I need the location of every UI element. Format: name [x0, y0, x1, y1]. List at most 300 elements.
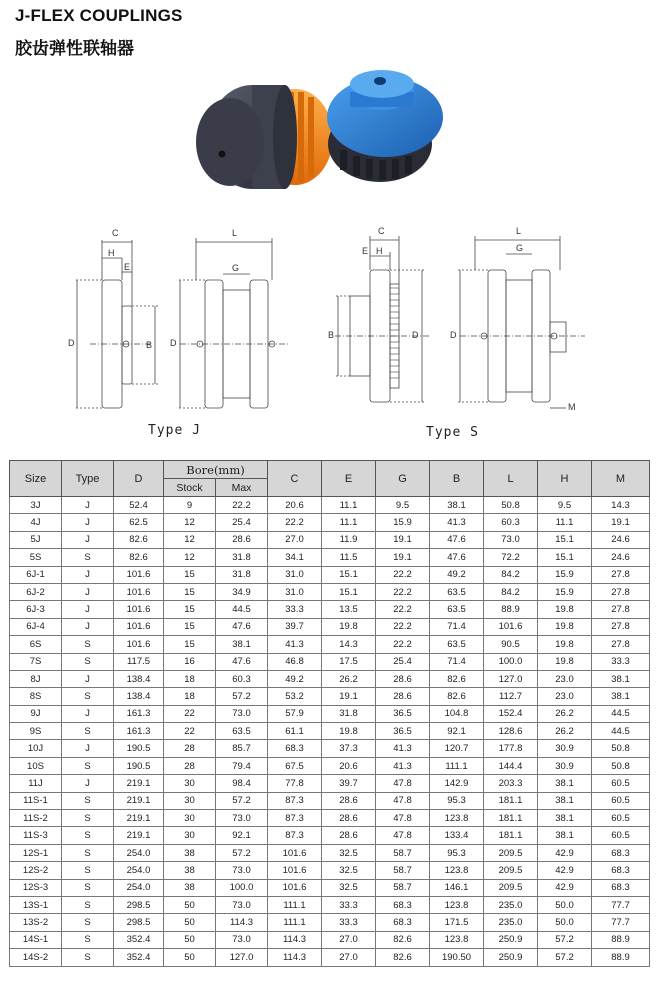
- table-cell: S: [62, 896, 114, 913]
- table-cell: 34.1: [268, 549, 322, 566]
- table-cell: 117.5: [114, 653, 164, 670]
- table-row: [10, 549, 650, 566]
- table-cell: 101.6: [268, 862, 322, 879]
- table-cell: 38.1: [592, 688, 650, 705]
- table-row: [10, 653, 650, 670]
- table-cell: S: [62, 653, 114, 670]
- table-cell: 53.2: [268, 688, 322, 705]
- table-row: [10, 566, 650, 583]
- table-cell: 22.2: [376, 601, 430, 618]
- table-cell: 19.8: [538, 636, 592, 653]
- table-row: [10, 757, 650, 774]
- table-cell: 33.3: [322, 914, 376, 931]
- type-s-side-view: [335, 236, 430, 402]
- table-cell: 352.4: [114, 931, 164, 948]
- table-cell: 50: [164, 931, 216, 948]
- dim-label-e: E: [124, 262, 131, 272]
- table-cell: 52.4: [114, 497, 164, 514]
- table-cell: 60.5: [592, 810, 650, 827]
- table-cell: 95.3: [430, 792, 484, 809]
- table-row: [10, 618, 650, 635]
- table-cell: 47.6: [216, 618, 268, 635]
- table-cell: 82.6: [430, 688, 484, 705]
- table-cell: 209.5: [484, 862, 538, 879]
- table-cell: 11.1: [322, 497, 376, 514]
- table-cell: 58.7: [376, 862, 430, 879]
- table-cell: 33.3: [322, 896, 376, 913]
- table-cell: 28: [164, 740, 216, 757]
- table-cell: 12: [164, 514, 216, 531]
- table-cell: 71.4: [430, 618, 484, 635]
- header-type: Type: [62, 461, 114, 497]
- table-cell: 50.8: [484, 497, 538, 514]
- table-cell: 26.2: [322, 670, 376, 687]
- table-cell: 42.9: [538, 862, 592, 879]
- table-cell: J: [62, 601, 114, 618]
- table-cell: 31.8: [216, 549, 268, 566]
- table-cell: 5S: [10, 549, 62, 566]
- table-cell: S: [62, 810, 114, 827]
- header-e: E: [322, 461, 376, 497]
- table-cell: 15: [164, 618, 216, 635]
- table-cell: J: [62, 705, 114, 722]
- table-cell: 138.4: [114, 670, 164, 687]
- table-cell: 14.3: [592, 497, 650, 514]
- dim-label-m: M: [568, 402, 576, 412]
- table-row: [10, 844, 650, 861]
- table-cell: J: [62, 775, 114, 792]
- table-cell: 11J: [10, 775, 62, 792]
- table-cell: 50.8: [592, 757, 650, 774]
- table-cell: 30: [164, 827, 216, 844]
- table-cell: 85.7: [216, 740, 268, 757]
- table-cell: 50: [164, 914, 216, 931]
- table-cell: 27.8: [592, 636, 650, 653]
- table-row: [10, 949, 650, 966]
- table-cell: 77.8: [268, 775, 322, 792]
- table-cell: 128.6: [484, 723, 538, 740]
- table-cell: 250.9: [484, 949, 538, 966]
- table-cell: 254.0: [114, 879, 164, 896]
- table-cell: 92.1: [430, 723, 484, 740]
- table-cell: 73.0: [216, 931, 268, 948]
- table-cell: 23.0: [538, 688, 592, 705]
- table-cell: 47.8: [376, 775, 430, 792]
- table-cell: 44.5: [592, 705, 650, 722]
- table-cell: 6J-2: [10, 583, 62, 600]
- table-cell: 57.2: [216, 688, 268, 705]
- table-cell: S: [62, 723, 114, 740]
- table-cell: 88.9: [592, 949, 650, 966]
- table-cell: 27.0: [322, 931, 376, 948]
- table-cell: 46.8: [268, 653, 322, 670]
- table-cell: 5J: [10, 531, 62, 548]
- table-row: [10, 531, 650, 548]
- table-cell: 114.3: [216, 914, 268, 931]
- table-cell: 37.3: [322, 740, 376, 757]
- table-cell: 47.8: [376, 827, 430, 844]
- table-cell: 57.2: [216, 844, 268, 861]
- table-cell: J: [62, 618, 114, 635]
- table-cell: 50.8: [592, 740, 650, 757]
- table-cell: 104.8: [430, 705, 484, 722]
- table-cell: 38.1: [538, 810, 592, 827]
- table-cell: 12S-2: [10, 862, 62, 879]
- dim-label-d4: D: [450, 330, 457, 340]
- table-cell: 101.6: [114, 636, 164, 653]
- table-cell: 127.0: [216, 949, 268, 966]
- table-cell: 144.4: [484, 757, 538, 774]
- table-cell: 11.1: [322, 514, 376, 531]
- table-cell: 6J-1: [10, 566, 62, 583]
- table-row: [10, 583, 650, 600]
- table-cell: 27.0: [268, 531, 322, 548]
- table-cell: 22: [164, 705, 216, 722]
- dim-label-g2: G: [516, 243, 524, 253]
- table-cell: 41.3: [268, 636, 322, 653]
- table-cell: 9: [164, 497, 216, 514]
- table-cell: 26.2: [538, 723, 592, 740]
- header-l: L: [484, 461, 538, 497]
- table-cell: 9.5: [538, 497, 592, 514]
- table-cell: 8S: [10, 688, 62, 705]
- table-cell: 47.8: [376, 792, 430, 809]
- table-cell: 19.8: [322, 618, 376, 635]
- table-cell: 32.5: [322, 879, 376, 896]
- table-cell: 133.4: [430, 827, 484, 844]
- table-cell: S: [62, 949, 114, 966]
- table-cell: 138.4: [114, 688, 164, 705]
- table-cell: 190.5: [114, 740, 164, 757]
- table-cell: 190.50: [430, 949, 484, 966]
- table-cell: 15.9: [538, 566, 592, 583]
- dark-hub: [196, 85, 333, 189]
- dim-label-h: H: [108, 248, 115, 258]
- table-cell: 20.6: [268, 497, 322, 514]
- table-cell: 17.5: [322, 653, 376, 670]
- table-cell: 13.5: [322, 601, 376, 618]
- table-row: [10, 636, 650, 653]
- table-cell: 177.8: [484, 740, 538, 757]
- type-j-side-view: [75, 240, 158, 408]
- table-cell: 82.6: [376, 931, 430, 948]
- table-cell: 57.2: [216, 792, 268, 809]
- table-cell: 18: [164, 670, 216, 687]
- table-row: [10, 601, 650, 618]
- table-row: [10, 914, 650, 931]
- dim-label-d3: D: [412, 330, 419, 340]
- header-d: D: [114, 461, 164, 497]
- table-cell: 63.5: [430, 601, 484, 618]
- table-cell: 181.1: [484, 827, 538, 844]
- table-cell: 22.2: [216, 497, 268, 514]
- table-cell: 68.3: [376, 896, 430, 913]
- table-cell: S: [62, 931, 114, 948]
- table-cell: 209.5: [484, 879, 538, 896]
- table-cell: 41.3: [376, 757, 430, 774]
- table-cell: 181.1: [484, 810, 538, 827]
- header-stock: Stock: [164, 479, 216, 497]
- table-cell: 38.1: [216, 636, 268, 653]
- table-cell: 114.3: [268, 931, 322, 948]
- table-cell: 28.6: [322, 827, 376, 844]
- table-cell: 161.3: [114, 723, 164, 740]
- table-cell: 171.5: [430, 914, 484, 931]
- table-cell: 25.4: [376, 653, 430, 670]
- table-cell: J: [62, 497, 114, 514]
- table-cell: 22.2: [376, 636, 430, 653]
- table-cell: 77.7: [592, 896, 650, 913]
- table-cell: 190.5: [114, 757, 164, 774]
- table-cell: 12S-3: [10, 879, 62, 896]
- table-cell: 13S-2: [10, 914, 62, 931]
- table-cell: 50: [164, 949, 216, 966]
- header-size: Size: [10, 461, 62, 497]
- table-cell: 60.3: [484, 514, 538, 531]
- table-cell: 19.8: [538, 653, 592, 670]
- table-cell: 14.3: [322, 636, 376, 653]
- table-cell: 219.1: [114, 775, 164, 792]
- table-cell: 15: [164, 566, 216, 583]
- table-cell: J: [62, 740, 114, 757]
- dimension-drawings: [60, 218, 620, 448]
- table-cell: 14S-1: [10, 931, 62, 948]
- table-cell: 6J-3: [10, 601, 62, 618]
- table-cell: 13S-1: [10, 896, 62, 913]
- table-cell: 73.0: [216, 810, 268, 827]
- table-cell: 79.4: [216, 757, 268, 774]
- table-row: [10, 879, 650, 896]
- table-cell: 71.4: [430, 653, 484, 670]
- table-cell: 68.3: [268, 740, 322, 757]
- table-cell: 41.3: [376, 740, 430, 757]
- table-cell: 6J-4: [10, 618, 62, 635]
- table-cell: 62.5: [114, 514, 164, 531]
- table-cell: 38: [164, 862, 216, 879]
- table-cell: 72.2: [484, 549, 538, 566]
- table-cell: 18: [164, 688, 216, 705]
- table-cell: 19.1: [592, 514, 650, 531]
- table-cell: 31.8: [322, 705, 376, 722]
- header-m: M: [592, 461, 650, 497]
- table-cell: 84.2: [484, 566, 538, 583]
- table-cell: 123.8: [430, 862, 484, 879]
- table-cell: 22: [164, 723, 216, 740]
- table-cell: 250.9: [484, 931, 538, 948]
- table-cell: 22.2: [376, 566, 430, 583]
- table-cell: 50.0: [538, 896, 592, 913]
- table-cell: 28: [164, 757, 216, 774]
- table-cell: S: [62, 549, 114, 566]
- table-cell: S: [62, 757, 114, 774]
- table-cell: 32.5: [322, 862, 376, 879]
- table-cell: 123.8: [430, 931, 484, 948]
- header-h: H: [538, 461, 592, 497]
- table-cell: 73.0: [216, 705, 268, 722]
- table-cell: 161.3: [114, 705, 164, 722]
- table-cell: 19.8: [538, 601, 592, 618]
- table-cell: 3J: [10, 497, 62, 514]
- table-cell: 31.0: [268, 583, 322, 600]
- dim-label-h2: H: [376, 246, 383, 256]
- table-cell: 57.2: [538, 949, 592, 966]
- table-row: [10, 827, 650, 844]
- table-cell: 28.6: [322, 792, 376, 809]
- table-cell: 111.1: [268, 914, 322, 931]
- table-cell: S: [62, 636, 114, 653]
- dim-label-b2: B: [328, 330, 335, 340]
- table-row: [10, 723, 650, 740]
- table-cell: S: [62, 844, 114, 861]
- table-cell: 12: [164, 549, 216, 566]
- table-cell: 101.6: [268, 844, 322, 861]
- table-cell: 98.4: [216, 775, 268, 792]
- table-cell: J: [62, 531, 114, 548]
- table-cell: 47.6: [216, 653, 268, 670]
- table-cell: 44.5: [216, 601, 268, 618]
- table-cell: 22.2: [376, 618, 430, 635]
- table-cell: 68.3: [592, 879, 650, 896]
- table-cell: 49.2: [268, 670, 322, 687]
- table-cell: 15.1: [538, 531, 592, 548]
- table-cell: 87.3: [268, 792, 322, 809]
- type-s-label: Type S: [426, 425, 479, 440]
- table-cell: 50: [164, 896, 216, 913]
- table-cell: J: [62, 566, 114, 583]
- table-cell: 123.8: [430, 810, 484, 827]
- table-cell: 15: [164, 583, 216, 600]
- header-bore: Bore(mm): [164, 461, 268, 479]
- table-cell: 38.1: [430, 497, 484, 514]
- type-j-label: Type J: [148, 423, 201, 438]
- header-c: C: [268, 461, 322, 497]
- table-cell: 30.9: [538, 757, 592, 774]
- table-cell: S: [62, 879, 114, 896]
- table-cell: 111.1: [268, 896, 322, 913]
- table-cell: 30: [164, 775, 216, 792]
- table-cell: 352.4: [114, 949, 164, 966]
- table-cell: 100.0: [216, 879, 268, 896]
- table-cell: 101.6: [114, 601, 164, 618]
- table-cell: 82.6: [114, 531, 164, 548]
- table-cell: 152.4: [484, 705, 538, 722]
- table-cell: 100.0: [484, 653, 538, 670]
- table-cell: 142.9: [430, 775, 484, 792]
- dim-label-d2: D: [170, 338, 177, 348]
- table-cell: 6S: [10, 636, 62, 653]
- table-cell: 27.8: [592, 618, 650, 635]
- table-cell: 27.8: [592, 601, 650, 618]
- header-b: B: [430, 461, 484, 497]
- table-cell: 38: [164, 844, 216, 861]
- table-cell: 44.5: [592, 723, 650, 740]
- table-cell: 23.0: [538, 670, 592, 687]
- table-row: [10, 775, 650, 792]
- table-cell: 82.6: [376, 949, 430, 966]
- table-cell: 42.9: [538, 844, 592, 861]
- table-cell: 38.1: [538, 775, 592, 792]
- table-cell: 42.9: [538, 879, 592, 896]
- table-cell: 146.1: [430, 879, 484, 896]
- type-s-front-view: [458, 236, 585, 408]
- table-cell: 33.3: [592, 653, 650, 670]
- table-cell: 38.1: [592, 670, 650, 687]
- table-cell: 34.9: [216, 583, 268, 600]
- table-cell: 123.8: [430, 896, 484, 913]
- table-cell: 181.1: [484, 792, 538, 809]
- table-cell: 22.2: [268, 514, 322, 531]
- table-cell: 60.5: [592, 792, 650, 809]
- table-cell: 90.5: [484, 636, 538, 653]
- table-cell: 9J: [10, 705, 62, 722]
- table-row: [10, 810, 650, 827]
- table-row: [10, 740, 650, 757]
- table-cell: 101.6: [114, 618, 164, 635]
- table-cell: 27.8: [592, 583, 650, 600]
- table-cell: 10S: [10, 757, 62, 774]
- dim-label-b: B: [146, 340, 153, 350]
- dim-label-e2: E: [362, 246, 369, 256]
- table-cell: 30: [164, 792, 216, 809]
- table-cell: 235.0: [484, 896, 538, 913]
- table-cell: 60.5: [592, 827, 650, 844]
- table-cell: 19.1: [376, 531, 430, 548]
- table-cell: 11.1: [538, 514, 592, 531]
- table-row: [10, 514, 650, 531]
- table-cell: S: [62, 914, 114, 931]
- table-cell: 68.3: [376, 914, 430, 931]
- dim-label-l: L: [232, 228, 238, 238]
- table-cell: 15.1: [322, 566, 376, 583]
- table-cell: 11S-3: [10, 827, 62, 844]
- table-cell: 101.6: [484, 618, 538, 635]
- table-cell: 36.5: [376, 705, 430, 722]
- table-cell: J: [62, 583, 114, 600]
- table-cell: 88.9: [592, 931, 650, 948]
- table-cell: 63.5: [430, 636, 484, 653]
- table-row: [10, 497, 650, 514]
- table-cell: 298.5: [114, 914, 164, 931]
- table-cell: 114.3: [268, 949, 322, 966]
- table-cell: 101.6: [114, 566, 164, 583]
- table-cell: 73.0: [216, 896, 268, 913]
- table-cell: 60.3: [216, 670, 268, 687]
- table-row: [10, 862, 650, 879]
- dim-label-g: G: [232, 263, 240, 273]
- table-cell: 15.1: [538, 549, 592, 566]
- table-cell: 26.2: [538, 705, 592, 722]
- table-cell: 127.0: [484, 670, 538, 687]
- table-cell: 14S-2: [10, 949, 62, 966]
- table-cell: 39.7: [268, 618, 322, 635]
- table-cell: 4J: [10, 514, 62, 531]
- table-cell: 63.5: [216, 723, 268, 740]
- table-cell: 67.5: [268, 757, 322, 774]
- table-cell: 9S: [10, 723, 62, 740]
- table-row: [10, 670, 650, 687]
- table-cell: 28.6: [376, 688, 430, 705]
- table-cell: 47.8: [376, 810, 430, 827]
- table-body: [10, 497, 650, 967]
- table-cell: 219.1: [114, 792, 164, 809]
- table-cell: 203.3: [484, 775, 538, 792]
- dim-label-c: C: [112, 228, 119, 238]
- table-cell: 41.3: [430, 514, 484, 531]
- header-g: G: [376, 461, 430, 497]
- table-cell: 68.3: [592, 862, 650, 879]
- table-cell: 73.0: [216, 862, 268, 879]
- table-cell: 209.5: [484, 844, 538, 861]
